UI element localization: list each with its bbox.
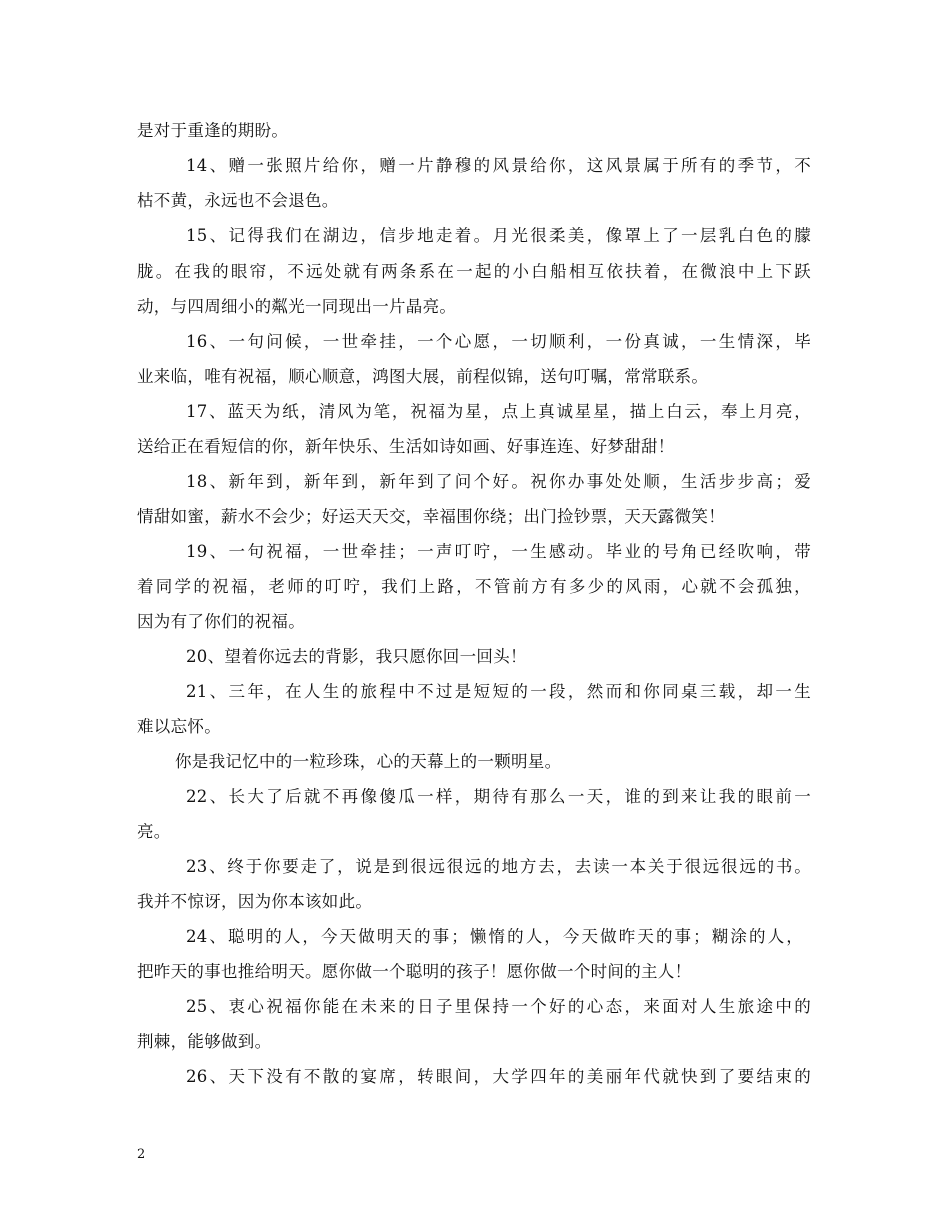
text-line: 我并不惊讶，因为你本该如此。 — [137, 892, 373, 911]
text-line: 16、一句问候，一世牵挂，一个心愿，一切顺利，一份真诚，一生情深，毕 — [186, 332, 811, 351]
text-line: 枯不黄，永远也不会退色。 — [137, 191, 339, 210]
text-line: 把昨天的事也推给明天。愿你做一个聪明的孩子！愿你做一个时间的主人！ — [137, 962, 692, 981]
text-line: 25、衷心祝福你能在未来的日子里保持一个好的心态，来面对人生旅途中的 — [186, 997, 811, 1016]
text-line: 21、三年，在人生的旅程中不过是短短的一段，然而和你同桌三载，却一生 — [186, 682, 811, 701]
text-line: 18、新年到，新年到，新年到了问个好。祝你办事处处顺，生活步步高；爱 — [186, 472, 811, 491]
text-line: 24、聪明的人，今天做明天的事；懒惰的人，今天做昨天的事；糊涂的人， — [186, 927, 803, 946]
text-line: 你是我记忆中的一粒珍珠，心的天幕上的一颗明星。 — [175, 752, 562, 771]
text-line: 15、记得我们在湖边，信步地走着。月光很柔美，像罩上了一层乳白色的朦 — [186, 226, 811, 245]
text-line: 26、天下没有不散的宴席，转眼间，大学四年的美丽年代就快到了要结束的 — [186, 1067, 811, 1086]
text-line: 胧。在我的眼帘，不远处就有两条系在一起的小白船相互依扶着，在微浪中上下跃 — [137, 262, 811, 281]
text-line: 19、一句祝福，一世牵挂；一声叮咛，一生感动。毕业的号角已经吹响，带 — [186, 542, 811, 561]
text-line: 14、赠一张照片给你，赠一片静穆的风景给你，这风景属于所有的季节，不 — [186, 156, 811, 175]
text-line: 难以忘怀。 — [137, 717, 221, 736]
page-number: 2 — [137, 1147, 146, 1162]
text-line: 业来临，唯有祝福，顺心顺意，鸿图大展，前程似锦，送句叮嘱，常常联系。 — [137, 367, 709, 386]
text-line: 22、长大了后就不再像傻瓜一样，期待有那么一天，谁的到来让我的眼前一 — [186, 787, 811, 806]
text-line: 情甜如蜜，薪水不会少；好运天天交，幸福围你绕；出门捡钞票，天天露微笑！ — [137, 507, 725, 526]
text-line: 送给正在看短信的你，新年快乐、生活如诗如画、好事连连、好梦甜甜！ — [137, 437, 675, 456]
text-line: 亮。 — [137, 822, 171, 841]
text-line: 23、终于你要走了，说是到很远很远的地方去，去读一本关于很远很远的书。 — [186, 857, 811, 876]
text-line: 荆棘，能够做到。 — [137, 1032, 272, 1051]
text-line: 着同学的祝福，老师的叮咛，我们上路，不管前方有多少的风雨，心就不会孤独， — [137, 577, 811, 596]
text-line: 因为有了你们的祝福。 — [137, 612, 305, 631]
text-line: 动，与四周细小的粼光一同现出一片晶亮。 — [137, 297, 457, 316]
text-line: 17、蓝天为纸，清风为笔，祝福为星，点上真诚星星，描上白云，奉上月亮， — [186, 402, 811, 421]
text-line: 是对于重逢的期盼。 — [137, 121, 289, 140]
text-line: 20、望着你远去的背影，我只愿你回一回头！ — [186, 647, 527, 666]
